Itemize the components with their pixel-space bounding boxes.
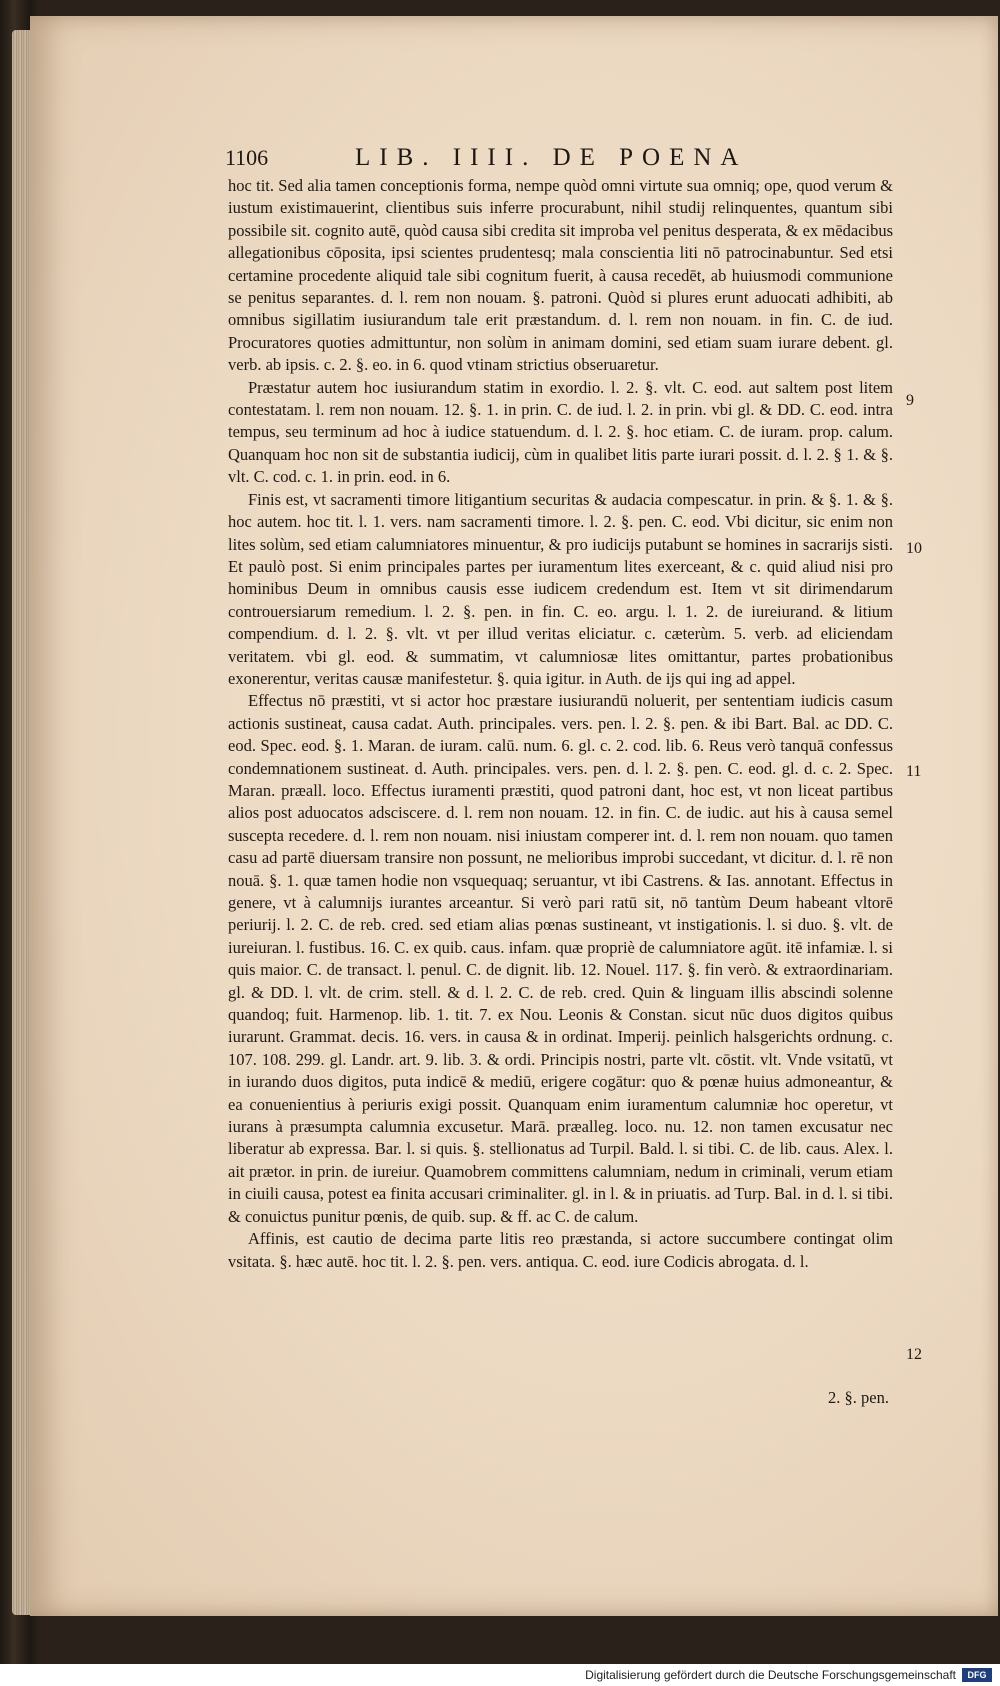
- paragraph-1: hoc tit. Sed alia tamen conceptionis forma, nempe quòd omni virtute sua omniq; ope, quod verum & iustum existimauerint, clientibus suis inferre procurabunt, nihil studij relinquentes, quantum sibi possibile sit. cognito autē, quòd causa sibi credita sit improba vel penitus desperata, & ex mēdacibus allegationibus cōposita, ipsi scientes prudentesq; mala conscientia liti nō patrocinabuntur. Sed etsi certamine procedente aliquid tale sibi cognitum fuerit, à causa recedēt, ab huiusmodi communione se penitus separantes. d. l. rem non nouam. §. patroni. Quòd si plures erunt aduocati adhibiti, ab omnibus sigillatim iusiurandum tale erit præstandum. d. l. rem non nouam. in fin. C. de iud. Procuratores quoties admittuntur, non solùm in animam domini, sed etiam suam iurare debent. gl. verb. ab ipsis. c. 2. §. eo. in 6. quod vtinam strictius obseruaretur.: [228, 176, 893, 375]
- margin-number-11: 11: [906, 763, 922, 780]
- catchword: 2. §. pen.: [828, 1388, 889, 1407]
- paragraph-5: Affinis, est cautio de decima parte litis reo præstanda, si actore succumbere contingat olim vsitata. §. hæc autē. hoc tit. l. 2. §. pen. vers. antiqua. C. eod. iure Codicis abrogata. d. l.: [228, 1229, 893, 1271]
- margin-number-10: 10: [906, 540, 922, 557]
- running-title: LIB. IIII. DE POENA: [355, 144, 748, 171]
- margin-number-12: 12: [906, 1346, 922, 1363]
- paragraph-2: Præstatur autem hoc iusiurandum statim in exordio. l. 2. §. vlt. C. eod. aut saltem post litem contestatam. l. rem non nouam. 12. §. 1. in prin. C. de iud. l. 2. in prin. vbi gl. & DD. C. eod. intra tempus, seu terminum ad hoc à iudice statuendum. d. l. 2. §. hoc etiam. C. de iuram. prop. calum. Quanquam hoc non sit de substantia iudicij, cùm in qualibet litis parte iurari possit. d. l. 2. § 1. & §. vlt. C. cod. c. 1. in prin. eod. in 6.: [228, 377, 893, 487]
- paragraph-4: Effectus nō præstiti, vt si actor hoc præstare iusiurandū noluerit, per sententiam iudicis casum actionis sustineat, causa cadat. Auth. principales. vers. pen. l. 2. §. pen. & ibi Bart. Bal. ac DD. C. eod. Spec. eod. §. 1. Maran. de iuram. calū. num. 6. gl. c. 2. cod. lib. 6. Reus verò tanquā confessus condemnationem sustineat. d. Auth. principales. vers. pen. d. l. 2. §. pen. C. eod. gl. d. c. 2. Spec. Maran. præall. loco. Effectus iuramenti præstiti, quod patroni dant, hoc est, vt non liceat partibus alios post aduocatos adsciscere. d. l. rem non nouam. 12. in fin. C. de iudic. aut his à causa semel suscepta recedere. d. l. rem non nouam. nisi iniustam comperer int. d. l. rem non nouam. quo tamen casu ad partē diuersam transire non possunt, ne melioribus improbi succedant, vt dicitur. d. l. rē non nouā. §. 1. quæ tamen hodie non vsquequaq; seruantur, vt ibi Castrens. & Ias. annotant. Effectus in genere, vt à calumnijs iurantes arceantur. Si verò pari ratū sit, nō tantùm Deum habeant vltorē periurij. l. 2. C. de reb. cred. sed etiam alias pœnas sustineant, vt instigationis. l. si duo. §. vlt. de iureiuran. l. fustibus. 16. C. ex quib. caus. infam. quæ propriè de calumniatore agūt. itē infamiæ. l. si quis maior. C. de transact. l. penul. C. de dignit. lib. 12. Nouel. 117. §. fin verò. & extraordinariam. gl. & DD. l. vlt. de crim. stell. & d. l. 2. C. de reb. cred. Quin & linguam illis abscindi solenne quandoq; fuit. Harmenop. lib. 1. tit. 7. ex Nou. Leonis & Constan. sicut nūc duos digitos quibus iurarunt. Grammat. decis. 16. vers. in causa & in ordinat. Imperij. peinlich halsgerichts ordnung. c. 107. 108. 299. gl. Landr. art. 9. lib. 3. & ordi. Principis nostri, parte vlt. cōstit. vlt. Vnde vsitatū, vt in iurando duos digitos, puta indicē & mediū, erigere cogātur: quo & pœnæ huius admoneantur, & ea conuenientius à periuris exigi possit. Quanquam enim iuramentum calumniæ hoc operetur, vt iurans à præsumpta calumnia excusetur. Marā. præalleg. loco. nu. 12. non tamen excusatur nec liberatur ab expressa. Bar. l. si quis. §. stellionatus ad Turpil. Bald. l. si tibi. C. de lib. caus. Alex. l. ait prætor. in prin. de iureiur. Quamobrem committens calumniam, nedum in criminali, verum etiam in ciuili causa, potest ea finita accusari criminaliter. gl. in l. & in priuatis. ad Turp. Bal. in d. l. si tibi. & conuictus punitur pœnis, de quib. sup. & ff. ac C. de calum.: [228, 691, 893, 1226]
- paragraph-3: Finis est, vt sacramenti timore litigantium securitas & audacia compescatur. in prin. & §. 1. & §. hoc autem. hoc tit. l. 1. vers. nam sacramenti timore. l. 2. §. pen. C. eod. Vbi dicitur, sic enim non lites solùm, sed etiam calumniatores minuentur, & pro iudicijs putabunt se homines in sacrarijs sisti. Et paulò post. Si enim principales partes per iuramentum lites exerceant, & c. quid aliud nisi pro hominibus Deum in omnibus causis esse iudicem credendum est. Item vt sit dirimendarum controuersiarum remedium. l. 2. §. pen. in fin. C. eo. argu. l. 1. 2. de iureiurand. & litium compendium. d. l. 2. §. vlt. vt per illud veritas eliciatur. c. cæterùm. 5. verb. ad eliciendam veritatem. vbi gl. eod. & summatim, vt calumniosæ lites omittantur, partes probationibus exonerentur, veritas causæ manifestetur. §. quia igitur. in Auth. de ijs qui ing ad appel.: [228, 489, 893, 688]
- folio-number: 1106: [225, 145, 269, 170]
- page-header: [225, 144, 855, 174]
- dfg-logo-icon: DFG: [962, 1668, 992, 1682]
- margin-number-9: 9: [906, 392, 914, 409]
- digitization-footer: [0, 1664, 1000, 1686]
- footer-credit: Digitalisierung gefördert durch die Deutsche Forschungsgemeinschaft: [585, 1668, 956, 1682]
- main-text: [228, 175, 893, 1495]
